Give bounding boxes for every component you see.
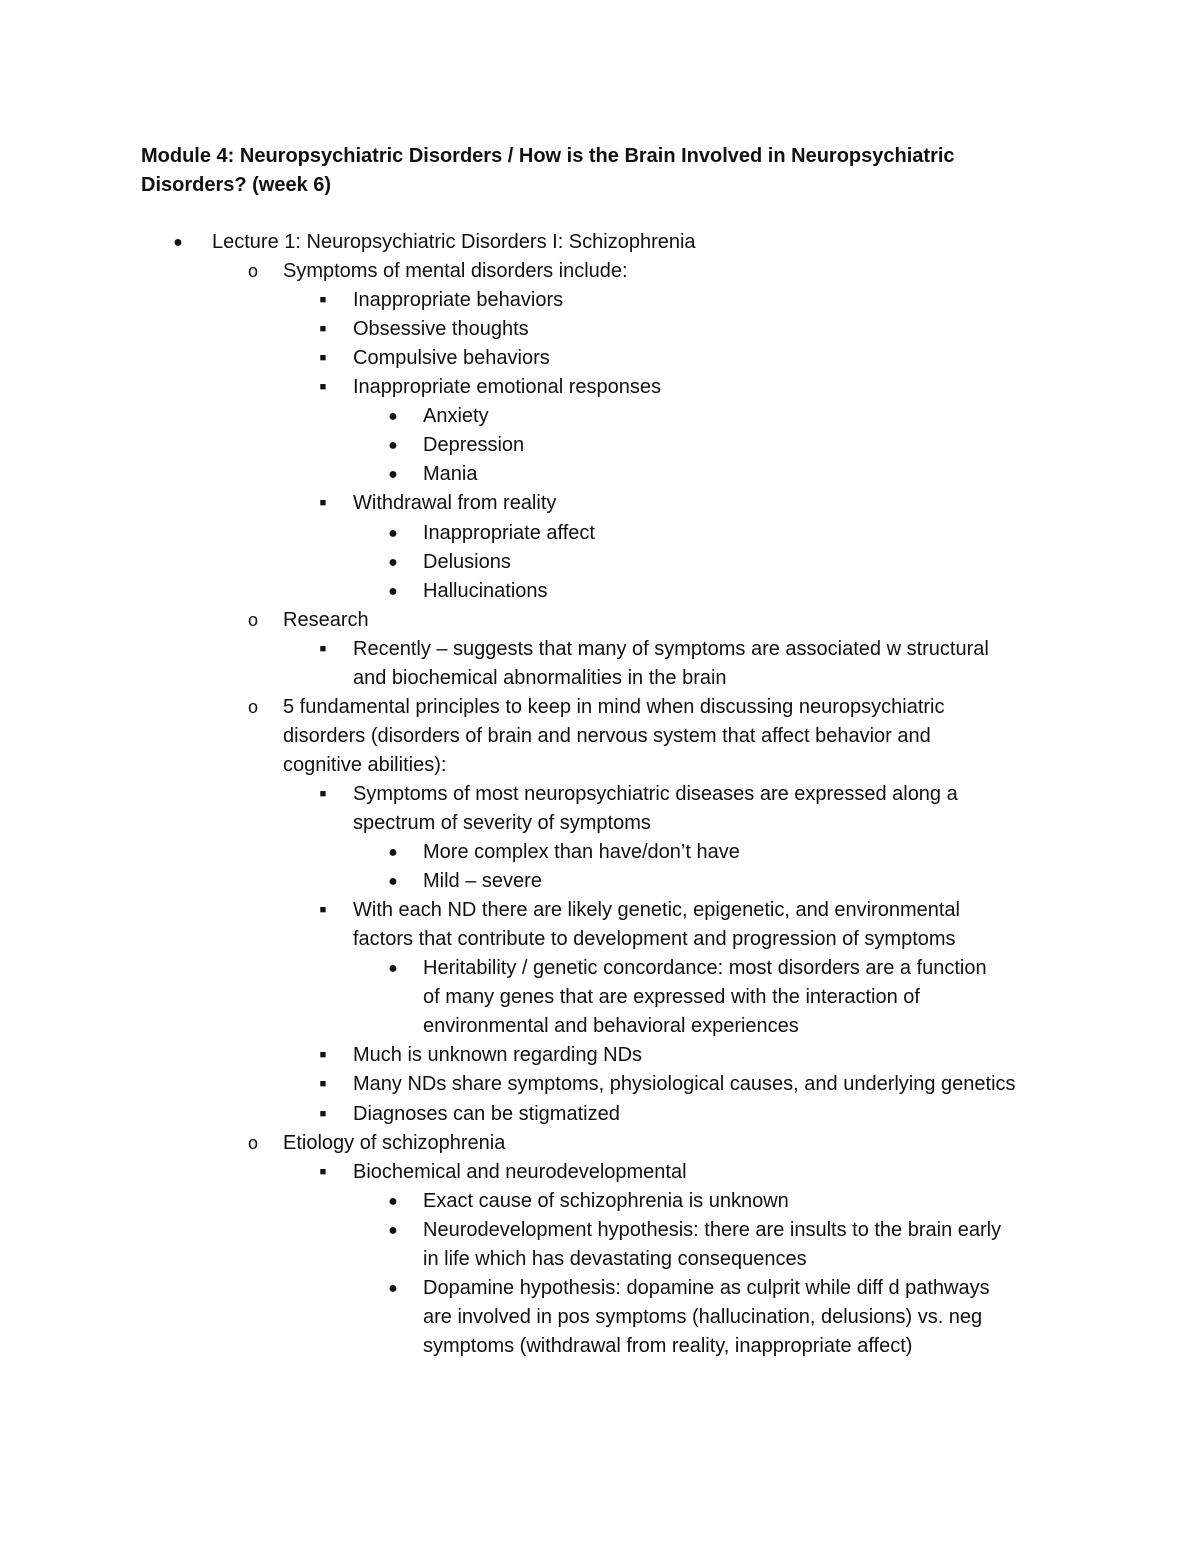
- bullet-disc-icon: ●: [388, 1279, 398, 1297]
- list-item: Heritability / genetic concordance: most disorders are a function: [423, 957, 987, 980]
- list-item: Mild – severe: [423, 870, 542, 893]
- list-item: spectrum of severity of symptoms: [353, 812, 651, 834]
- list-item: Hallucinations: [423, 579, 548, 602]
- list-item: With each ND there are likely genetic, epigenetic, and environmental: [353, 899, 960, 922]
- list-item: Obsessive thoughts: [353, 318, 529, 341]
- list-item: Symptoms of most neuropsychiatric diseases are expressed along a: [353, 782, 958, 805]
- bullet-disc-icon: ●: [388, 582, 398, 600]
- list-item: in life which has devastating consequences: [423, 1247, 807, 1270]
- list-item: Biochemical and neurodevelopmental: [353, 1160, 687, 1183]
- list-item: are involved in pos symptoms (hallucination, delusions) vs. neg: [423, 1305, 983, 1328]
- bullet-disc-icon: ●: [388, 873, 398, 891]
- list-item: More complex than have/don’t have: [423, 841, 740, 864]
- bullet-square-icon: ■: [319, 1049, 327, 1062]
- list-item: Withdrawal from reality: [353, 492, 557, 515]
- bullet-disc-icon: ●: [388, 1221, 398, 1239]
- list-item: Diagnoses can be stigmatized: [353, 1102, 620, 1125]
- list-item: Many NDs share symptoms, physiological causes, and underlying genetics: [353, 1073, 1016, 1096]
- bullet-square-icon: ■: [319, 1165, 327, 1178]
- list-item: disorders (disorders of brain and nervous system that affect behavior and: [283, 724, 931, 747]
- bullet-disc-icon: ●: [388, 408, 398, 426]
- bullet-disc-icon: ●: [388, 844, 398, 862]
- bullet-disc-icon: ●: [388, 1192, 398, 1210]
- list-item: Inappropriate behaviors: [353, 289, 564, 312]
- list-item: Exact cause of schizophrenia is unknown: [423, 1189, 789, 1212]
- bullet-disc-icon: ●: [388, 466, 398, 484]
- bullet-square-icon: ■: [319, 904, 327, 917]
- bullet-disc-icon: ●: [388, 524, 398, 542]
- list-item: Recently – suggests that many of symptoms are associated w structural: [353, 637, 989, 660]
- bullet-square-icon: ■: [319, 381, 327, 394]
- list-item: of many genes that are expressed with the interaction of: [423, 986, 920, 1009]
- list-item: Inappropriate affect: [423, 521, 595, 544]
- list-item: Symptoms of mental disorders include:: [283, 260, 628, 283]
- list-item: Anxiety: [423, 405, 489, 428]
- bullet-square-icon: ■: [319, 642, 327, 655]
- bullet-disc-icon: ●: [388, 553, 398, 571]
- list-item: Lecture 1: Neuropsychiatric Disorders I: Schizophrenia: [212, 231, 696, 253]
- bullet-square-icon: ■: [319, 497, 327, 510]
- bullet-circle-icon: o: [247, 609, 258, 630]
- list-item: 5 fundamental principles to keep in mind when discussing neuropsychiatric: [283, 695, 945, 718]
- bullet-square-icon: ■: [319, 294, 327, 307]
- bullet-square-icon: ■: [319, 1078, 327, 1091]
- bullet-circle-icon: o: [247, 696, 258, 717]
- bullet-square-icon: ■: [319, 352, 327, 365]
- list-item: Inappropriate emotional responses: [353, 376, 661, 399]
- list-item: cognitive abilities):: [283, 753, 447, 776]
- list-item: Neurodevelopment hypothesis: there are insults to the brain early: [423, 1218, 1002, 1241]
- list-item: Compulsive behaviors: [353, 347, 550, 370]
- bullet-square-icon: ■: [319, 787, 327, 800]
- bullet-disc-icon: ●: [173, 234, 183, 251]
- list-item: factors that contribute to development and progression of symptoms: [353, 928, 956, 951]
- bullet-square-icon: ■: [319, 1107, 327, 1120]
- list-item: and biochemical abnormalities in the brain: [353, 666, 727, 689]
- bullet-circle-icon: o: [247, 261, 258, 282]
- list-item: Much is unknown regarding NDs: [353, 1044, 643, 1067]
- list-item: Research: [283, 608, 369, 631]
- list-item: Delusions: [423, 550, 511, 573]
- bullet-circle-icon: o: [247, 1132, 258, 1153]
- page-title: Module 4: Neuropsychiatric Disorders / How is the Brain Involved in Neuropsychiatric Disorders? (week 6): [141, 145, 955, 196]
- bullet-square-icon: ■: [319, 323, 327, 336]
- list-item: Mania: [423, 463, 478, 486]
- list-item: environmental and behavioral experiences: [423, 1015, 799, 1038]
- list-item: Depression: [423, 434, 525, 457]
- bullet-disc-icon: ●: [388, 437, 398, 455]
- list-item: symptoms (withdrawal from reality, inappropriate affect): [423, 1334, 913, 1357]
- bullet-disc-icon: ●: [388, 960, 398, 978]
- list-item: Dopamine hypothesis: dopamine as culprit while diff d pathways: [423, 1276, 990, 1299]
- list-item: Etiology of schizophrenia: [283, 1131, 506, 1154]
